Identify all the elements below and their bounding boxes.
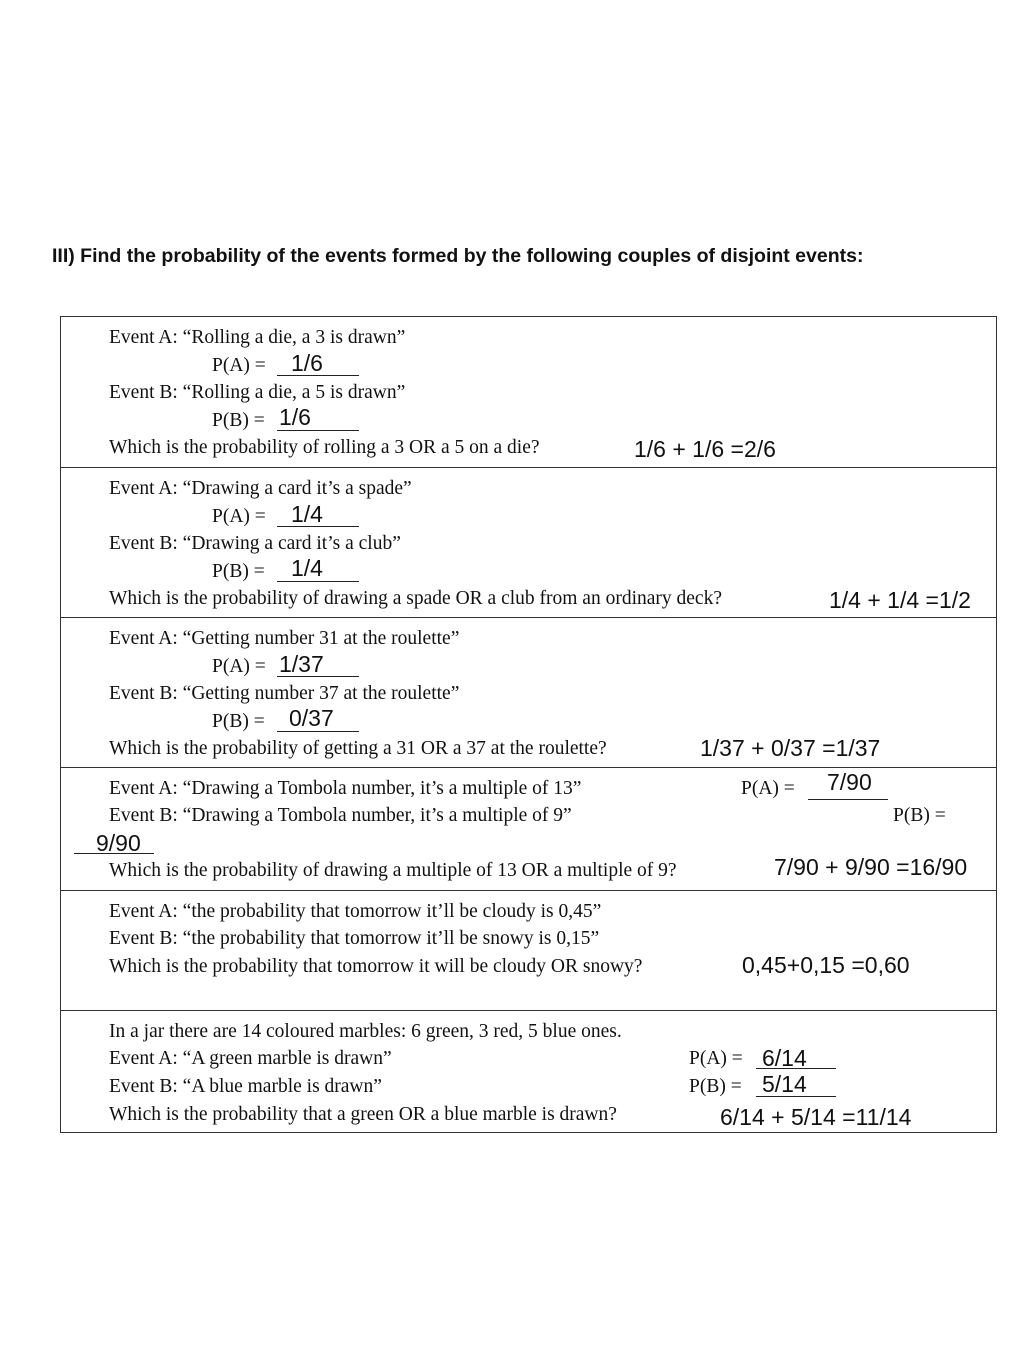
handwritten-answer: 7/90 + 9/90 =16/90 [774, 854, 968, 880]
exercise-table [60, 316, 997, 1133]
event-a-text: Event A: “the probability that tomorrow it’ll be cloudy is 0,45” [109, 901, 602, 922]
pb-blank [277, 731, 359, 732]
pb-handwritten-answer: 9/90 [96, 830, 141, 856]
event-a-text: Event A: “Getting number 31 at the roulette” [109, 628, 460, 649]
pb-handwritten-answer: 1/6 [279, 404, 311, 430]
handwritten-answer: 1/6 + 1/6 =2/6 [634, 436, 776, 462]
pa-blank [808, 799, 888, 800]
pb-handwritten-answer: 0/37 [289, 705, 334, 731]
pa-handwritten-answer: 6/14 [762, 1045, 807, 1071]
question-text: Which is the probability of drawing a spade OR a club from an ordinary deck? [109, 588, 722, 609]
event-b-text: Event B: “A blue marble is drawn” [109, 1076, 382, 1097]
pb-blank [277, 581, 359, 582]
exercise-row-dice [61, 317, 996, 467]
question-text: Which is the probability of drawing a multiple of 13 OR a multiple of 9? [109, 860, 677, 881]
question-text: Which is the probability of getting a 31 OR a 37 at the roulette? [109, 738, 607, 759]
question-text: Which is the probability of rolling a 3 OR a 5 on a die? [109, 437, 540, 458]
exercise-row-roulette [61, 617, 996, 768]
pa-handwritten-answer: 1/6 [291, 350, 323, 376]
pb-handwritten-answer: 1/4 [291, 555, 323, 581]
intro-text: In a jar there are 14 coloured marbles: 6 green, 3 red, 5 blue ones. [109, 1021, 622, 1042]
event-b-text: Event B: “the probability that tomorrow it’ll be snowy is 0,15” [109, 928, 600, 949]
exercise-row-weather [61, 890, 996, 1011]
event-a-text: Event A: “Drawing a card it’s a spade” [109, 478, 412, 499]
event-a-text: Event A: “Rolling a die, a 3 is drawn” [109, 327, 406, 348]
event-b-text: Event B: “Drawing a Tombola number, it’s a multiple of 9” [109, 805, 572, 826]
exercise-row-cards [61, 467, 996, 618]
question-text: Which is the probability that a green OR a blue marble is drawn? [109, 1104, 617, 1125]
pa-handwritten-answer: 1/37 [279, 651, 324, 677]
event-b-text: Event B: “Getting number 37 at the roulette” [109, 683, 460, 704]
pa-handwritten-answer: 7/90 [827, 769, 872, 795]
pa-label: P(A) = [741, 778, 795, 799]
question-text: Which is the probability that tomorrow it will be cloudy OR snowy? [109, 956, 643, 977]
pa-label: P(A) = [689, 1048, 743, 1069]
handwritten-answer: 1/4 + 1/4 =1/2 [829, 587, 971, 613]
pa-label: P(A) = [212, 506, 266, 527]
exercise-heading: III) Find the probability of the events formed by the following couples of disjoint events: [52, 245, 864, 267]
exercise-row-tombola [61, 767, 996, 891]
handwritten-answer: 1/37 + 0/37 =1/37 [700, 735, 881, 761]
pb-handwritten-answer: 5/14 [762, 1071, 807, 1097]
handwritten-answer: 6/14 + 5/14 =11/14 [720, 1104, 912, 1130]
pb-label: P(B) = [212, 410, 265, 431]
pa-label: P(A) = [212, 656, 266, 677]
pa-label: P(A) = [212, 355, 266, 376]
handwritten-answer: 0,45+0,15 =0,60 [742, 952, 910, 978]
event-b-text: Event B: “Drawing a card it’s a club” [109, 533, 401, 554]
event-b-text: Event B: “Rolling a die, a 5 is drawn” [109, 382, 406, 403]
exercise-row-marbles [61, 1010, 996, 1131]
pb-label: P(B) = [212, 561, 265, 582]
pb-label: P(B) = [893, 805, 946, 826]
pb-label: P(B) = [689, 1076, 742, 1097]
pa-handwritten-answer: 1/4 [291, 501, 323, 527]
event-a-text: Event A: “A green marble is drawn” [109, 1048, 392, 1069]
pb-label: P(B) = [212, 711, 265, 732]
pb-blank [277, 430, 359, 431]
event-a-text: Event A: “Drawing a Tombola number, it’s a multiple of 13” [109, 778, 582, 799]
